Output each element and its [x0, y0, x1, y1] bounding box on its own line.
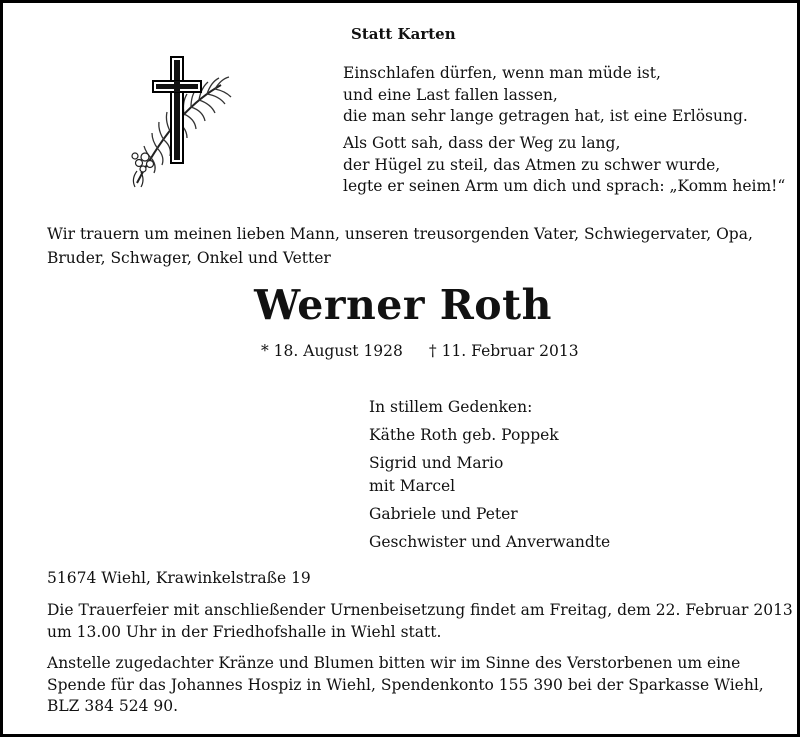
- poem-stanza-2: [343, 133, 785, 198]
- cross-with-palm-icon: [123, 53, 233, 193]
- notice-line: um 13.00 Uhr in der Friedhofshalle in Wiehl statt.: [47, 622, 442, 641]
- death-date: † 11. Februar 2013: [428, 342, 579, 360]
- mourner-group: [369, 503, 610, 526]
- donation-notice: [47, 653, 764, 718]
- life-dates: [261, 342, 579, 360]
- mourners-list: [369, 396, 610, 559]
- notice-line: Die Trauerfeier mit anschließender Urnenbeisetzung findet am Freitag, dem 22. Februar 2013: [47, 601, 793, 619]
- poem-stanza-1: [343, 63, 748, 128]
- mourner-line: Sigrid und Mario: [369, 454, 504, 472]
- address: 51674 Wiehl, Krawinkelstraße 19: [47, 569, 311, 587]
- poem-line: die man sehr lange getragen hat, ist eine Erlösung.: [343, 107, 748, 125]
- mourner-line: Käthe Roth geb. Poppek: [369, 426, 559, 444]
- funeral-notice: [47, 600, 793, 643]
- notice-line: BLZ 384 524 90.: [47, 697, 179, 715]
- mourner-group: [369, 531, 610, 554]
- poem-line: Einschlafen dürfen, wenn man müde ist,: [343, 64, 661, 82]
- header-statt-karten: Statt Karten: [351, 25, 456, 43]
- mourning-intro: [47, 222, 753, 270]
- poem-line: legte er seinen Arm um dich und sprach: „Komm heim!“: [343, 177, 786, 195]
- mourner-group: [369, 452, 610, 498]
- birth-date: * 18. August 1928: [261, 342, 403, 360]
- notice-line: Anstelle zugedachter Kränze und Blumen bitten wir im Sinne des Verstorbenen um eine: [47, 654, 741, 672]
- poem-line: der Hügel zu steil, das Atmen zu schwer wurde,: [343, 155, 721, 174]
- mourner-group: [369, 424, 610, 447]
- intro-line: Bruder, Schwager, Onkel und Vetter: [47, 249, 331, 267]
- mourners-heading: In stillem Gedenken:: [369, 398, 533, 416]
- intro-line: Wir trauern um meinen lieben Mann, unseren treusorgenden Vater, Schwiegervater, Opa,: [47, 225, 753, 243]
- deceased-name: Werner Roth: [254, 281, 552, 329]
- mourner-line: Geschwister und Anverwandte: [369, 533, 611, 551]
- poem-line: und eine Last fallen lassen,: [343, 85, 558, 104]
- mourner-line: mit Marcel: [369, 477, 456, 495]
- poem-line: Als Gott sah, dass der Weg zu lang,: [343, 134, 621, 152]
- mourner-line: Gabriele und Peter: [369, 505, 518, 523]
- notice-line: Spende für das Johannes Hospiz in Wiehl, Spendenkonto 155 390 bei der Sparkasse Wiehl,: [47, 675, 764, 694]
